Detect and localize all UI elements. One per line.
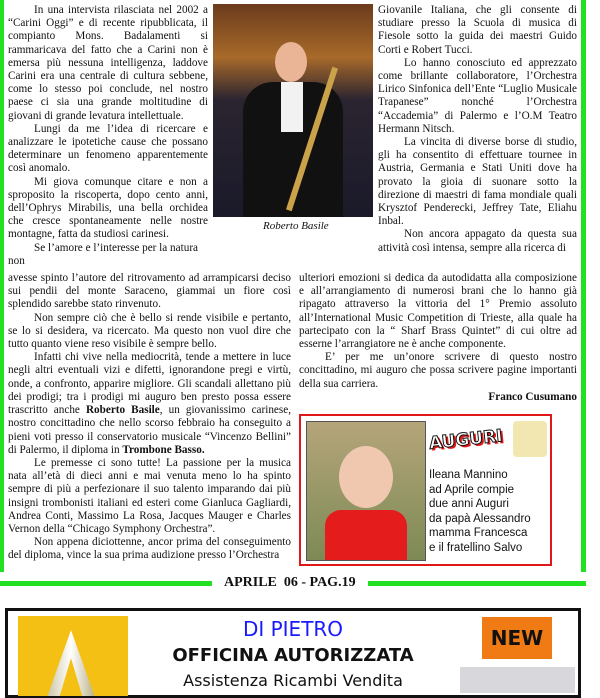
frame-bottom-right-bar (368, 581, 586, 586)
photo-column (213, 4, 373, 232)
paragraph (8, 351, 291, 457)
paragraph: Mi giova comunque citare e non a sproposito la riscoperta, dopo cento anni, dell’Ophrys Mirabilis, una bella orchidea che cresce spontaneamente nelle nostre montagne, fatta da studiosi carinesi. (8, 175, 208, 241)
article-bottom-right (299, 272, 577, 404)
child-photo (306, 421, 426, 561)
paragraph: Giovanile Italiana, che gli consente di studiare presso la Scuola di musica di Fiesole sotto la guida dei maestri Guido Corti e Robert Tucci. (378, 4, 577, 56)
instrument-bold: Trombone Basso. (122, 443, 205, 456)
ad-services: Assistenza Ricambi Vendita (183, 671, 403, 691)
auguri-line: Ileana Mannino (429, 469, 508, 482)
auguri-line: da papà Alessandro (429, 512, 531, 525)
article-bottom-left (8, 272, 291, 562)
article-bottom-section (8, 272, 577, 566)
paragraph: Non ancora appagato da questa sua attività così intensa, sempre alla ricerca di (378, 228, 577, 254)
page-footer: APRILE 06 - PAG.19 (224, 575, 356, 591)
paragraph: Le premesse ci sono tutte! La passione per la musica nata all’età di dieci anni e mai venuta meno lo ha spinto sempre di più a perfezionare il suo talento imparando dai più insigni trombonisti italiani ed esteri come Gianluca Gagliardi, Andrea Conti, Massimo La Rosa, Jacques Mauger e Charles Vernon della “Chicago Symphony Orchestra”. (8, 456, 291, 535)
text: Infatti chi vive nella mediocrità, tende a mettere in luce negli altri eventuali vizi e difetti, ignorandone pregi e virtù, onde, a confronto, apparire migliore. Gli scandali allettano più dei prodigi; tra i prodigi mi auguro ben presto possa essere trascritto anche (8, 351, 291, 417)
auguri-line: ad Aprile compie (429, 483, 515, 496)
paragraph: avesse spinto l’autore del ritrovamento ad arrampicarsi deciso sui pendii del monte Saraceno, giammai un fiore così splendido sarebbe stato rinvenuto. (8, 272, 291, 311)
cartoon-icon (513, 421, 547, 457)
paragraph: Non appena diciottenne, ancor prima del conseguimento del diploma, vince la sua prima audizione presso l’Orchestra (8, 536, 291, 562)
photo-caption: Roberto Basile (263, 220, 329, 232)
paragraph: In una intervista rilasciata nel 2002 a “Carini Oggi” e di recente ripubblicata, il compianto Mons. Badalamenti si rammaricava del fatto che a Carini non è emersa più nessuna intelligenza, laddove Carini era una centrale di cultura sebbene, come lo stesso poi conclude, nel nostro paese ci sia una grande moltitudine di giovani di grande levatura intellettuale. (8, 4, 208, 122)
auguri-box (299, 414, 552, 566)
paragraph: Se l’amore e l’interesse per la natura non (8, 241, 199, 267)
auguri-line: e il fratellino Salvo (429, 541, 523, 554)
paragraph: Lo hanno conosciuto ed apprezzato come brillante collaboratore, l’Orchestra Lirico Sinfonica dell’Ente “Luglio Musicale Trapanese” nonché l’Orchestra “Accademia” di Palermo e l’O.M Teatro Hermann Nitsch. (378, 56, 577, 135)
frame-bottom-bar (0, 581, 212, 586)
paragraph: Non sempre ciò che è bello si rende visibile e pertanto, se lo si desidera, va ricercato. Ma questo non vuol dire che tutto quanto viene reso visibile è sempre bello. (8, 311, 291, 351)
advertisement (5, 608, 581, 698)
auguri-line: mamma Francesca (429, 527, 528, 540)
article-bottom-right-column (299, 272, 577, 566)
article-top-left (8, 4, 208, 268)
name-bold: Roberto Basile (85, 404, 160, 417)
ad-subtitle: OFFICINA AUTORIZZATA (172, 645, 414, 667)
new-badge: NEW (482, 617, 552, 659)
auguri-title: AUGURI (428, 426, 504, 454)
auguri-message (429, 468, 549, 555)
paragraph: ulteriori emozioni si dedica da autodidatta alla composizione e all’arrangiamento di numerosi brani che lo hanno già ripagato attraverso la vittoria del 1° Premio assoluto all’International Music Competition di Trieste, alla quale ha partecipato con la “ Sharf Brass Quintet” di cui oltre ad esserne l’arrangiatore ne è anche componente. (299, 272, 577, 351)
renault-logo (18, 616, 128, 696)
paragraph: La vincita di diverse borse di studio, gli ha consentito di effettuare tournee in Austria, Germania e Stati Uniti dove ha provato la gioia di suonare sotto la direzione di maestri di fama mondiale quali Krysztof Penderecki, Jeffrey Tate, Eliahu Inbal. (378, 136, 577, 228)
footer-row (0, 572, 586, 594)
car-image (460, 667, 575, 693)
paragraph: Lungi da me l’idea di ricercare e analizzare le ipotetiche cause che possano determinare un fenomeno apparentemente così anomalo. (8, 122, 208, 175)
article-top-section (8, 4, 577, 268)
text: , un giovanissimo carinese, nostro concittadino che nello scorso febbraio ha conseguito a pieni voti presso il conservatorio musicale “Vincenzo Bellini” di Palermo, il diploma in (8, 404, 292, 456)
article-top-right (378, 4, 577, 255)
author: Franco Cusumano (488, 390, 577, 403)
paragraph: E’ per me un’onore scrivere di questo nostro concittadino, mi auguro che possa scrivere pagine importanti della sua carriera. (299, 351, 577, 390)
auguri-line: due anni Auguri (429, 498, 509, 511)
photo-roberto-basile (213, 4, 373, 217)
ad-name: DI PIETRO (242, 617, 344, 642)
